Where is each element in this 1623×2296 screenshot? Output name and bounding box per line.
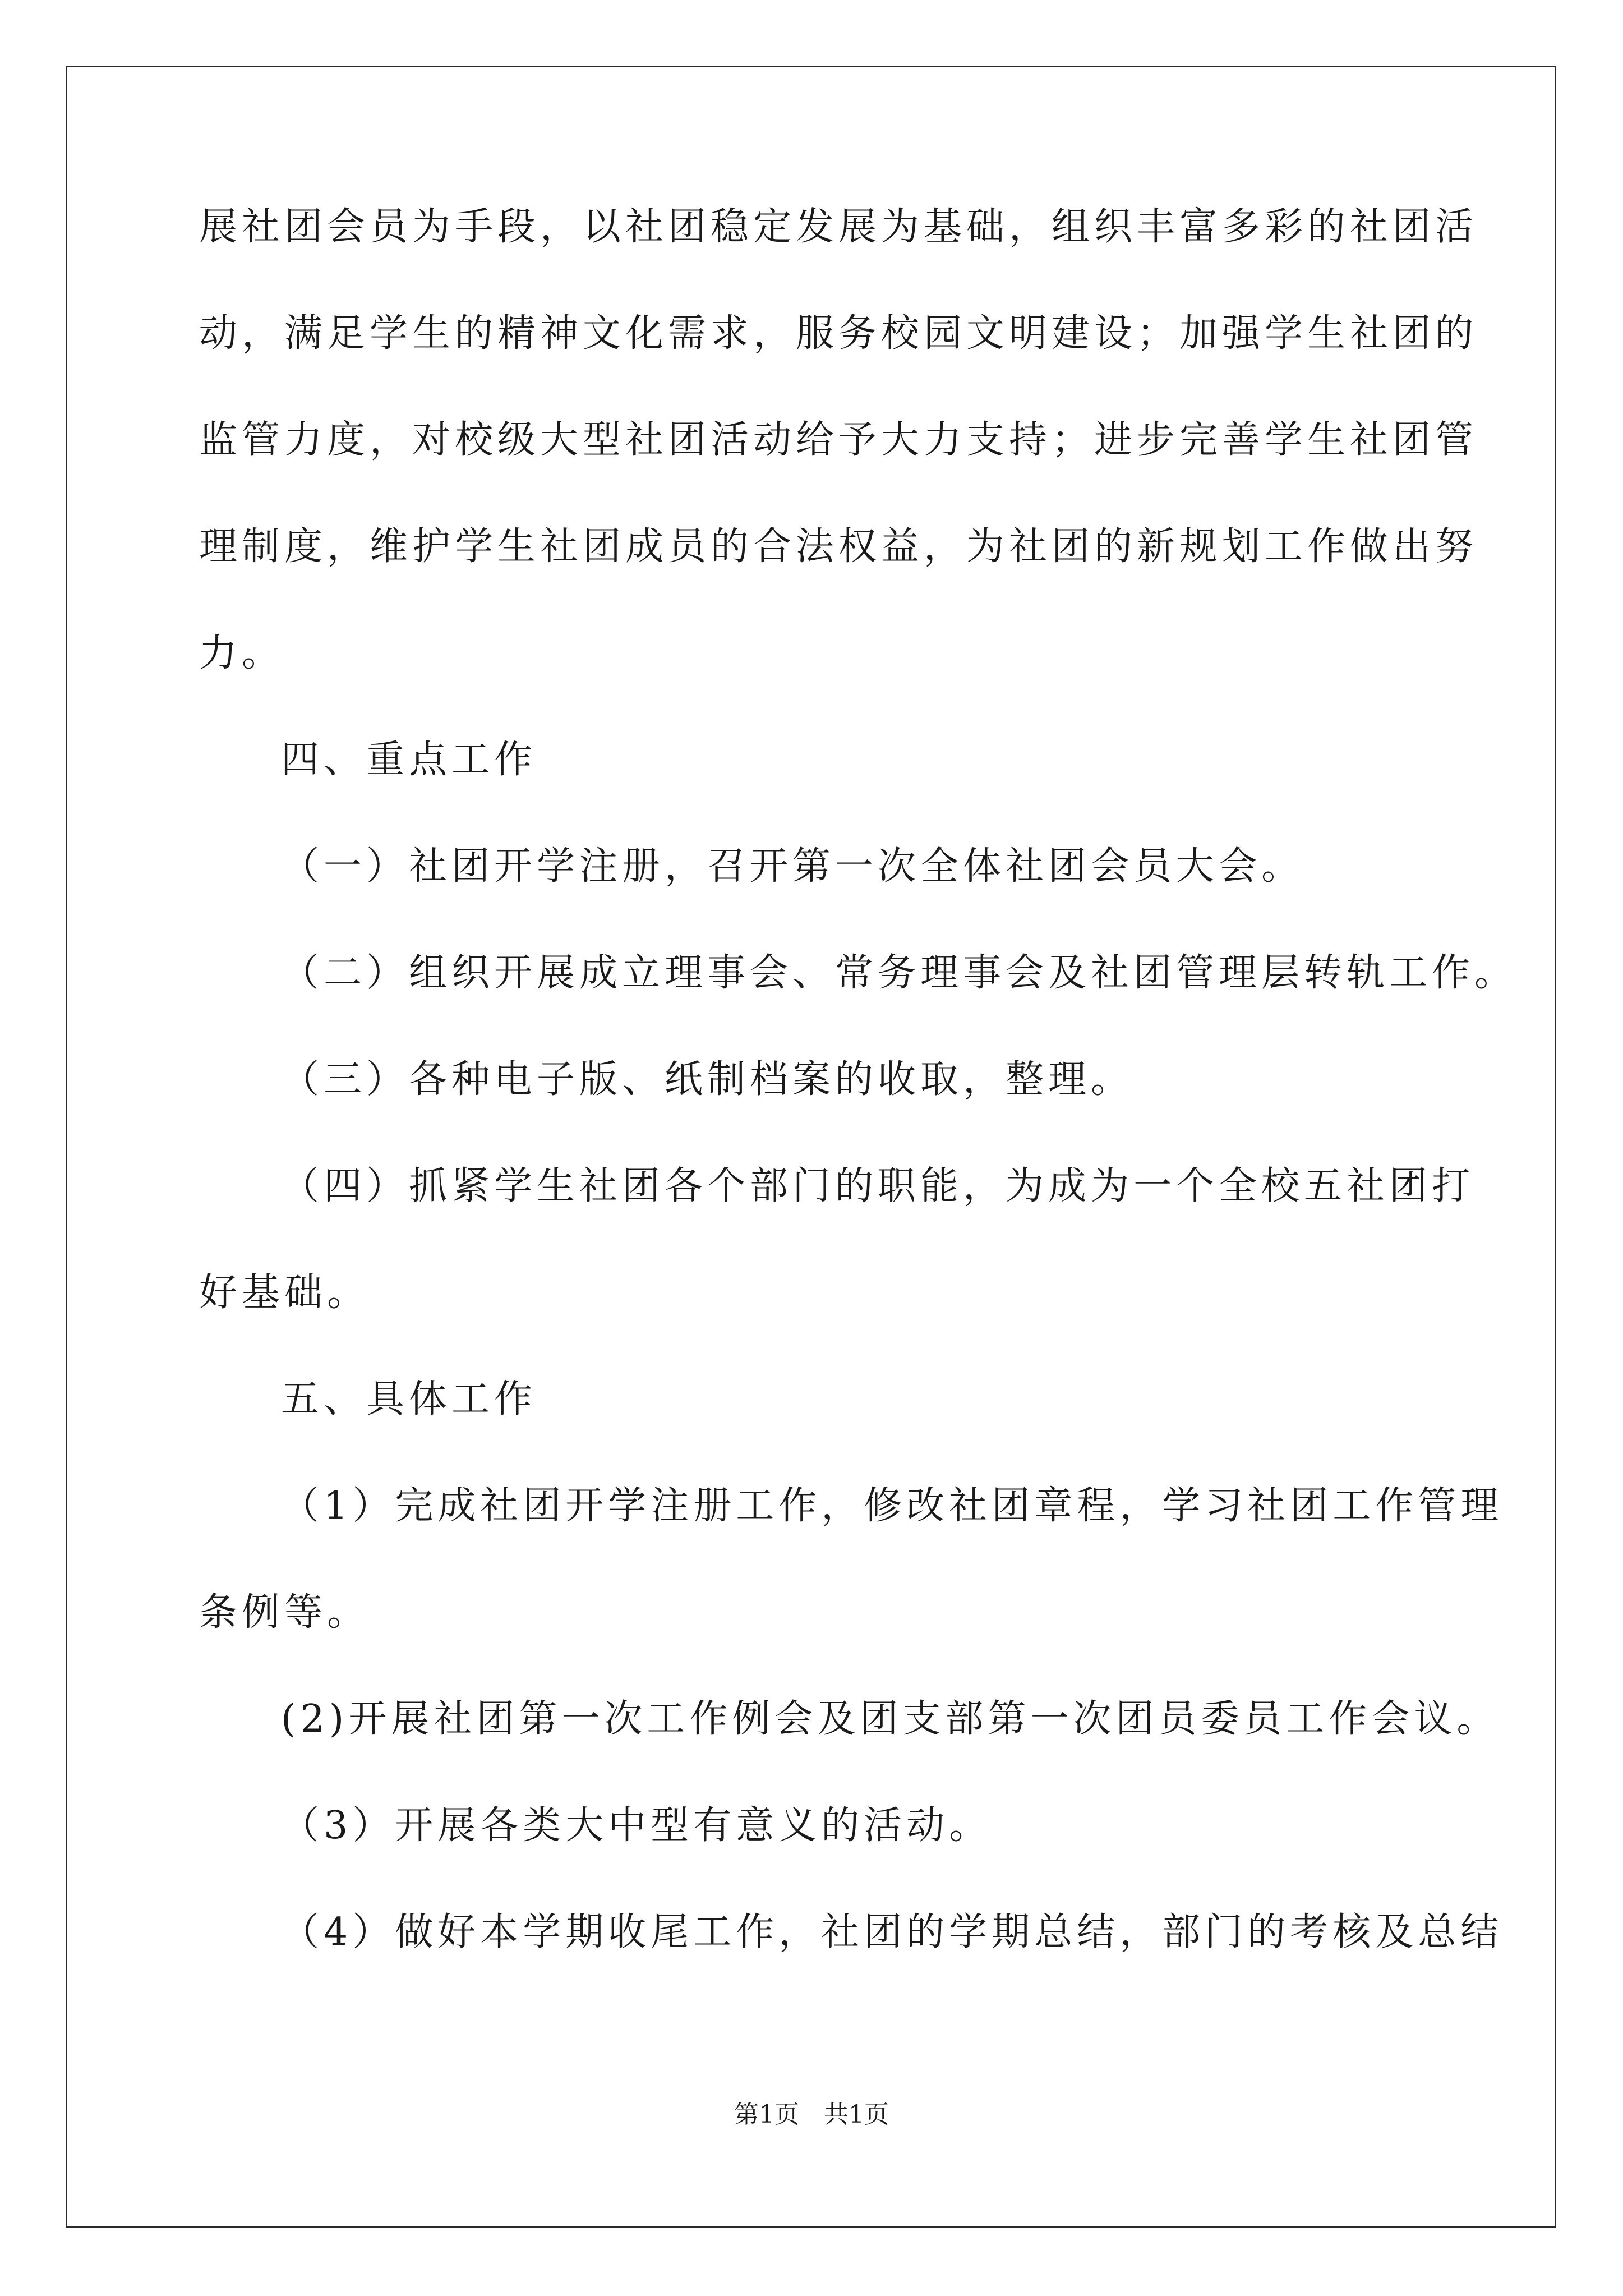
section-heading: 五、具体工作: [281, 1377, 537, 1421]
paragraph-line: 监管力度，对校级大型社团活动给予大力支持；进步完善学生社团管: [199, 418, 1478, 462]
list-item: （一）社团开学注册，召开第一次全体社团会员大会。: [281, 844, 1304, 889]
paragraph-line: 力。: [199, 631, 285, 675]
list-item: (2)开展社团第一次工作例会及团支部第一次团员委员工作会议。: [281, 1697, 1500, 1741]
page-border: [66, 66, 1556, 2228]
list-item: （1）完成社团开学注册工作，修改社团章程，学习社团工作管理: [281, 1484, 1504, 1528]
list-item: （三）各种电子版、纸制档案的收取，整理。: [281, 1057, 1134, 1102]
section-heading: 四、重点工作: [281, 738, 537, 782]
list-item-continuation: 好基础。: [199, 1271, 370, 1315]
list-item: （4）做好本学期收尾工作，社团的学期总结，部门的考核及总结: [281, 1910, 1504, 1954]
list-item-continuation: 条例等。: [199, 1590, 370, 1635]
list-item: （3）开展各类大中型有意义的活动。: [281, 1803, 992, 1848]
list-item: （二）组织开展成立理事会、常务理事会及社团管理层转轨工作。: [281, 951, 1518, 995]
list-item: （四）抓紧学生社团各个部门的职能，为成为一个全校五社团打: [281, 1164, 1475, 1208]
paragraph-line: 展社团会员为手段，以社团稳定发展为基础，组织丰富多彩的社团活: [199, 205, 1478, 249]
paragraph-line: 动，满足学生的精神文化需求，服务校园文明建设；加强学生社团的: [199, 311, 1478, 356]
paragraph-line: 理制度，维护学生社团成员的合法权益，为社团的新规划工作做出努: [199, 524, 1478, 569]
page-number-footer: 第1页 共1页: [734, 2100, 889, 2129]
